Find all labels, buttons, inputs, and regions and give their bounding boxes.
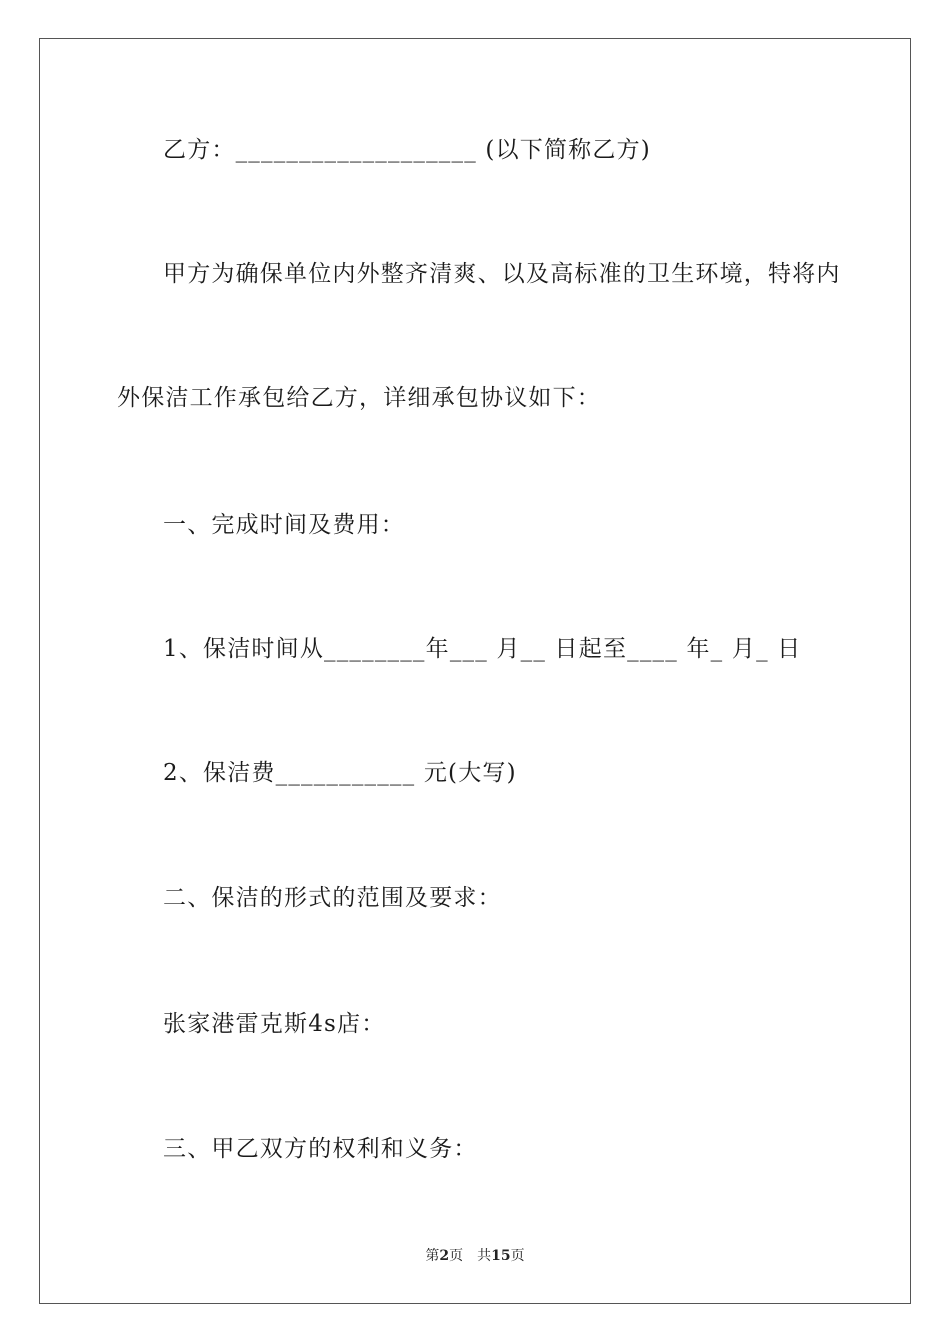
section-heading-2: 二、保洁的形式的范围及要求：: [163, 885, 502, 911]
intro-paragraph-line-1: 甲方为确保单位内外整齐清爽、以及高标准的卫生环境，特将内: [163, 261, 841, 287]
total-pages: 15: [491, 1248, 511, 1264]
location-line: 张家港雷克斯4s店：: [163, 1011, 386, 1037]
page-frame: [39, 38, 911, 1304]
page-suffix: 页: [449, 1248, 464, 1264]
party-b-line: 乙方：___________________ (以下简称乙方): [163, 137, 651, 163]
section-heading-3: 三、甲乙双方的权利和义务：: [163, 1136, 478, 1162]
section-heading-1: 一、完成时间及费用：: [163, 512, 405, 538]
page-prefix: 第: [425, 1248, 440, 1264]
total-suffix: 页: [510, 1248, 525, 1264]
cleaning-period-line: 1、保洁时间从________年___ 月__ 日起至____ 年_ 月_ 日: [163, 636, 802, 662]
intro-paragraph-line-2: 外保洁工作承包给乙方，详细承包协议如下：: [117, 385, 601, 411]
cleaning-fee-line: 2、保洁费___________ 元(大写): [163, 760, 517, 786]
page-footer: [0, 1246, 950, 1266]
total-prefix: 共: [477, 1248, 492, 1264]
page-number: 2: [439, 1248, 450, 1264]
